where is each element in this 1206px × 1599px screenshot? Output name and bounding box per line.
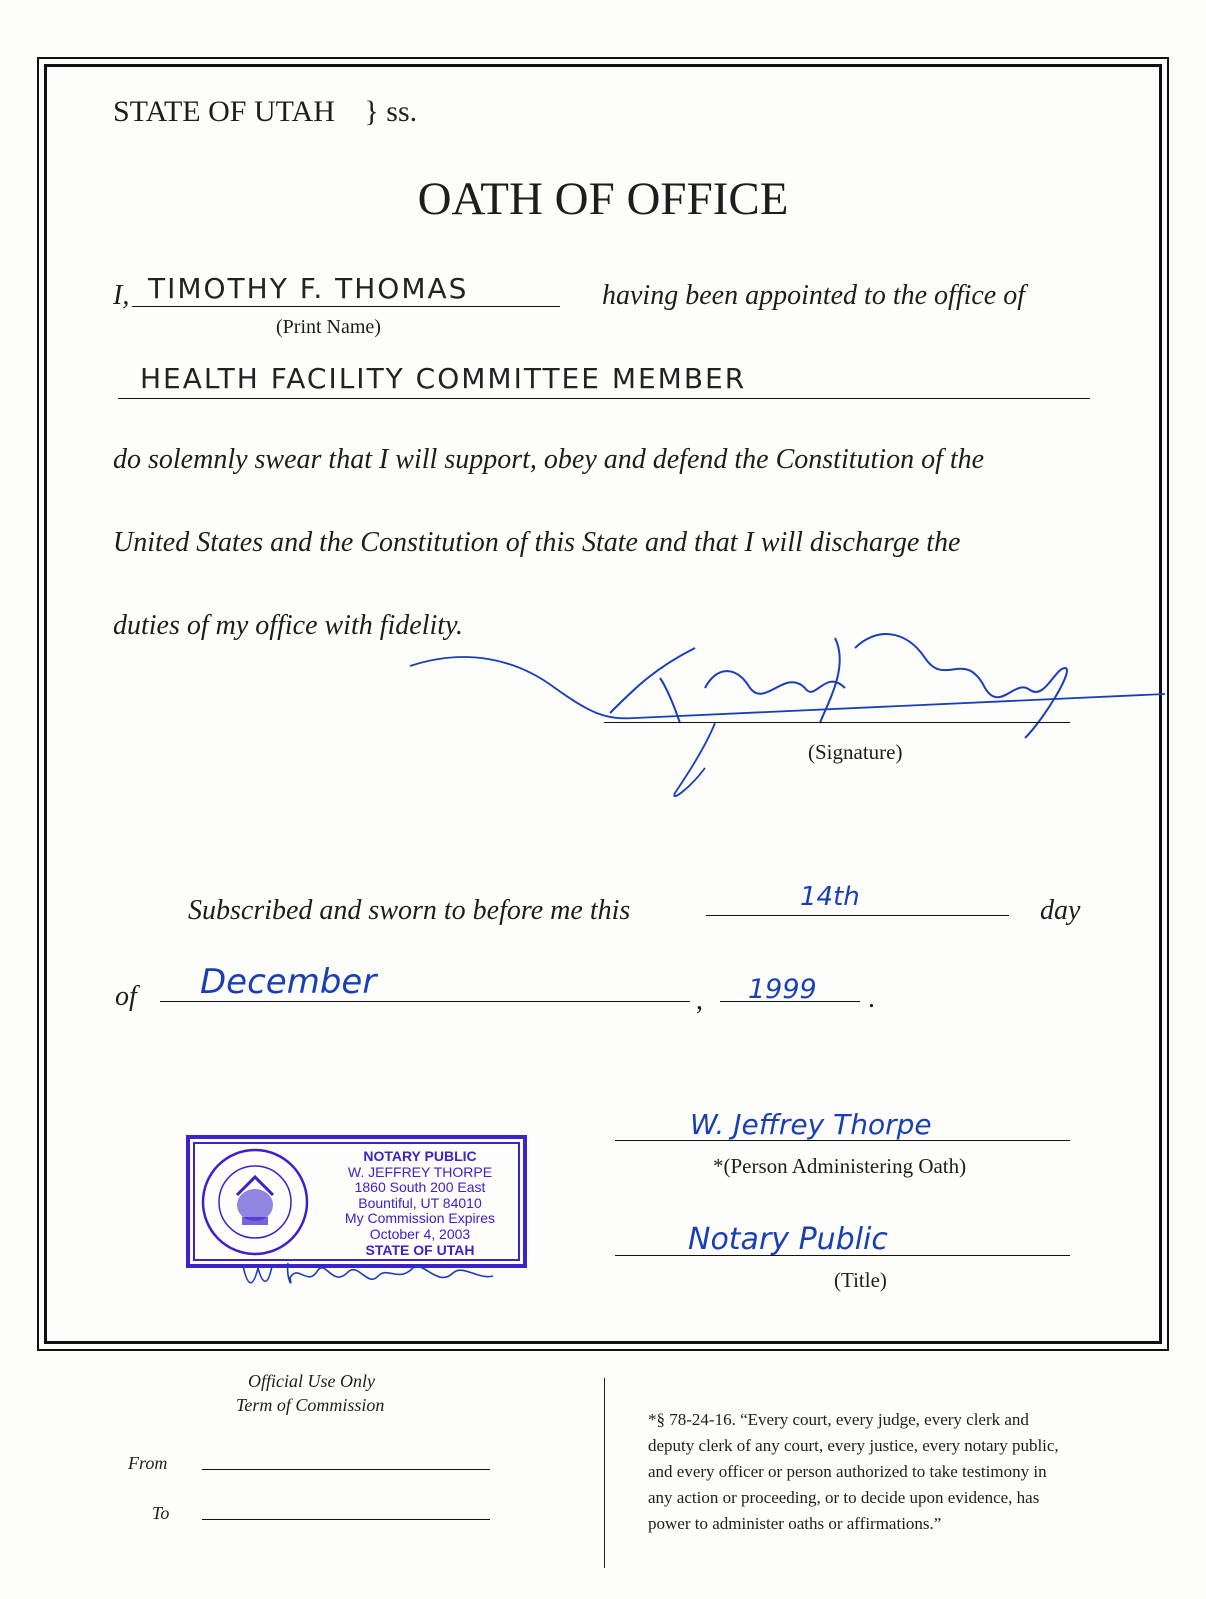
office-line [118, 398, 1090, 399]
day-line [706, 915, 1009, 916]
period: . [868, 983, 875, 1014]
footnote-line: any action or proceeding, or to decide upon evidence, has [648, 1488, 1040, 1507]
stamp-line: October 4, 2003 [369, 1225, 471, 1242]
page-title: OATH OF OFFICE [417, 173, 789, 225]
i-label: I, [113, 280, 130, 311]
stamp-line: STATE OF UTAH [365, 1241, 475, 1258]
month-value: December [200, 962, 377, 1002]
footnote-line: power to administer oaths or affirmations.” [648, 1514, 942, 1533]
stamp-line: Bountiful, UT 84010 [358, 1194, 482, 1211]
print-name-handwritten: TIMOTHY F. THOMAS [148, 272, 469, 305]
title-value: Notary Public [688, 1222, 888, 1257]
oath-line-2: United States and the Constitution of this State and that I will discharge the [113, 527, 961, 558]
title-line [615, 1255, 1070, 1256]
day-label: day [1040, 895, 1081, 926]
oath-line-1: do solemnly swear that I will support, obey and defend the Constitution of the [113, 444, 985, 475]
appointed-text: having been appointed to the office of [602, 280, 1026, 311]
from-label: From [128, 1453, 168, 1473]
notary-stamp-text [315, 1149, 525, 1258]
official-use-heading: Official Use Only [248, 1371, 375, 1391]
administering-name: W. Jeffrey Thorpe [690, 1108, 932, 1141]
office-handwritten: HEALTH FACILITY COMMITTEE MEMBER [140, 362, 747, 395]
notary-stamp-signature [238, 1258, 498, 1294]
signature-scribble [405, 628, 1180, 808]
stamp-line: 1860 South 200 East [354, 1179, 486, 1196]
signature-line [604, 722, 1070, 723]
footer-divider [604, 1378, 605, 1568]
statute-footnote [648, 1407, 1168, 1537]
administering-caption: *(Person Administering Oath) [713, 1154, 967, 1178]
day-value: 14th [800, 882, 860, 912]
notary-stamp [186, 1135, 527, 1268]
footnote-line: *§ 78-24-16. “Every court, every judge, every clerk and [648, 1410, 1029, 1429]
to-line[interactable] [202, 1519, 490, 1520]
state-heading [113, 95, 417, 129]
title-caption: (Title) [834, 1268, 887, 1292]
administering-line [615, 1140, 1070, 1141]
stamp-line: W. JEFFREY THORPE [347, 1163, 493, 1180]
footnote-line: deputy clerk of any court, every justice, every notary public, [648, 1436, 1059, 1455]
month-line [160, 1001, 690, 1002]
print-name-line [132, 306, 560, 307]
footnote-line: and every officer or person authorized to take testimony in [648, 1462, 1047, 1481]
utah-seal-icon [200, 1147, 310, 1257]
stamp-line: NOTARY PUBLIC [363, 1148, 477, 1164]
of-label: of [115, 981, 137, 1012]
comma: , [696, 985, 703, 1016]
ss-mark: } ss. [364, 95, 418, 128]
to-label: To [152, 1503, 170, 1523]
print-name-caption: (Print Name) [276, 316, 381, 338]
state-name: STATE OF UTAH [113, 95, 335, 128]
term-of-commission: Term of Commission [236, 1395, 385, 1415]
signature-caption: (Signature) [808, 740, 903, 764]
oath-line-3: duties of my office with fidelity. [113, 610, 463, 641]
year-value: 1999 [748, 974, 817, 1005]
subscribed-text: Subscribed and sworn to before me this [188, 895, 631, 926]
from-line[interactable] [202, 1469, 490, 1470]
year-line [720, 1001, 860, 1002]
stamp-line: My Commission Expires [344, 1210, 496, 1227]
